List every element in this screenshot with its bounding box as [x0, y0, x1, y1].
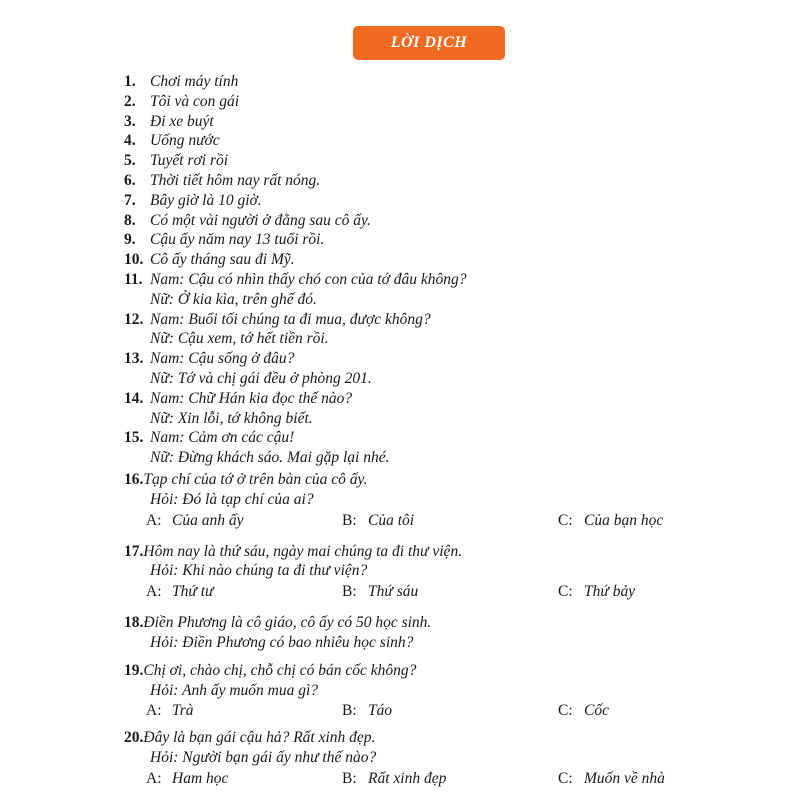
option-c: C: Muốn về nhà [558, 769, 665, 787]
item-text: Tuyết rơi rồi [150, 152, 229, 170]
item-number: 4. [124, 132, 136, 150]
item-text: Bây giờ là 10 giờ. [150, 191, 262, 209]
dialog-line-female: Nữ: Xin lỗi, tớ không biết. [150, 409, 313, 427]
list-item [124, 112, 724, 132]
list-item [124, 131, 724, 151]
option-a: A: Của anh ấy [146, 511, 244, 529]
dialog-line-male: Nam: Cậu sống ở đâu? [150, 350, 295, 368]
item-number: 9. [124, 231, 136, 249]
list-item [124, 230, 724, 250]
item-number: 19. [124, 661, 144, 679]
dialog-line-female: Nữ: Đừng khách sáo. Mai gặp lại nhé. [150, 449, 390, 467]
question-prompt: Hỏi: Khi nào chúng ta đi thư viện? [150, 562, 368, 580]
question-item [124, 661, 724, 725]
dialog-item [124, 389, 724, 429]
option-b: B: Của tôi [342, 511, 415, 529]
option-a: A: Thứ tư [146, 583, 214, 601]
question-prompt: Hỏi: Anh ấy muốn mua gì? [150, 681, 319, 699]
option-c: C: Thứ bảy [558, 583, 636, 601]
section-title-badge [353, 26, 505, 60]
dialog-line-male: Nam: Buổi tối chúng ta đi mua, được không? [150, 310, 431, 328]
item-text: Có một vài người ở đằng sau cô ấy. [150, 211, 371, 229]
question-item [124, 542, 724, 606]
question-statement: Chị ơi, chào chị, chỗ chị có bán cốc không? [143, 661, 417, 679]
answer-options [124, 512, 724, 534]
item-number: 18. [124, 614, 144, 632]
list-item [124, 191, 724, 211]
option-c: C: Của bạn học [558, 511, 664, 529]
question-item [124, 613, 724, 653]
dialog-line-male: Nam: Cảm ơn các cậu! [150, 429, 295, 447]
option-a: A: Ham học [146, 769, 229, 787]
item-text: Tôi và con gái [150, 92, 240, 110]
item-number: 17. [124, 542, 144, 560]
option-b: B: Táo [342, 702, 393, 720]
option-b: B: Thứ sáu [342, 583, 419, 601]
item-number: 11. [124, 270, 143, 288]
item-number: 16. [124, 470, 144, 488]
item-text: Cậu ấy năm nay 13 tuổi rồi. [150, 231, 325, 249]
item-number: 1. [124, 73, 136, 90]
item-text: Chơi máy tính [150, 73, 239, 90]
dialog-item [124, 310, 724, 350]
question-prompt: Hỏi: Điền Phương có bao nhiêu học sinh? [150, 633, 414, 651]
dialog-line-male: Nam: Cậu có nhìn thấy chó con của tớ đâu không? [150, 270, 467, 288]
item-text: Cô ấy tháng sau đi Mỹ. [150, 251, 295, 269]
dialog-item [124, 428, 724, 468]
item-text: Uống nước [150, 132, 220, 150]
item-number: 12. [124, 310, 144, 328]
dialog-item [124, 349, 724, 389]
item-number: 13. [124, 350, 144, 368]
question-prompt: Hỏi: Người bạn gái ấy như thế nào? [150, 749, 377, 767]
list-item [124, 92, 724, 112]
list-item [124, 211, 724, 231]
item-number: 20. [124, 729, 144, 747]
dialog-item [124, 270, 724, 310]
item-text: Thời tiết hôm nay rất nóng. [150, 171, 321, 189]
question-prompt: Hỏi: Đó là tạp chí của ai? [150, 490, 314, 508]
answer-options [124, 770, 724, 792]
item-text: Đi xe buýt [150, 112, 214, 130]
option-c: C: Cốc [558, 702, 609, 720]
question-item [124, 470, 724, 534]
question-item [124, 728, 724, 792]
dialog-line-female: Nữ: Cậu xem, tớ hết tiền rồi. [150, 330, 329, 348]
question-statement: Điền Phương là cô giáo, cô ấy có 50 học sinh. [143, 614, 432, 632]
item-number: 2. [124, 92, 136, 110]
item-number: 7. [124, 191, 136, 209]
dialog-line-female: Nữ: Tớ và chị gái đều ở phòng 201. [150, 369, 372, 387]
list-item [124, 72, 724, 92]
answer-options [124, 583, 724, 605]
item-number: 15. [124, 429, 144, 447]
list-item [124, 171, 724, 191]
answer-list [124, 72, 724, 792]
list-item [124, 250, 724, 270]
item-number: 14. [124, 389, 144, 407]
question-statement: Đây là bạn gái cậu hả? Rất xinh đẹp. [143, 729, 376, 747]
list-item [124, 151, 724, 171]
item-number: 6. [124, 171, 136, 189]
section-title: LỜI DỊCH [390, 34, 468, 51]
item-number: 10. [124, 251, 144, 269]
dialog-line-male: Nam: Chữ Hán kia đọc thế nào? [150, 389, 353, 407]
question-statement: Tạp chí của tớ ở trên bàn của cô ấy. [143, 470, 368, 488]
question-statement: Hôm nay là thứ sáu, ngày mai chúng ta đi thư viện. [143, 542, 463, 560]
item-number: 3. [124, 112, 136, 130]
answer-options [124, 702, 724, 724]
item-number: 8. [124, 211, 136, 229]
option-b: B: Rất xinh đẹp [342, 769, 447, 787]
dialog-line-female: Nữ: Ở kia kìa, trên ghế đó. [150, 290, 317, 308]
option-a: A: Trà [146, 702, 194, 720]
item-number: 5. [124, 152, 136, 170]
